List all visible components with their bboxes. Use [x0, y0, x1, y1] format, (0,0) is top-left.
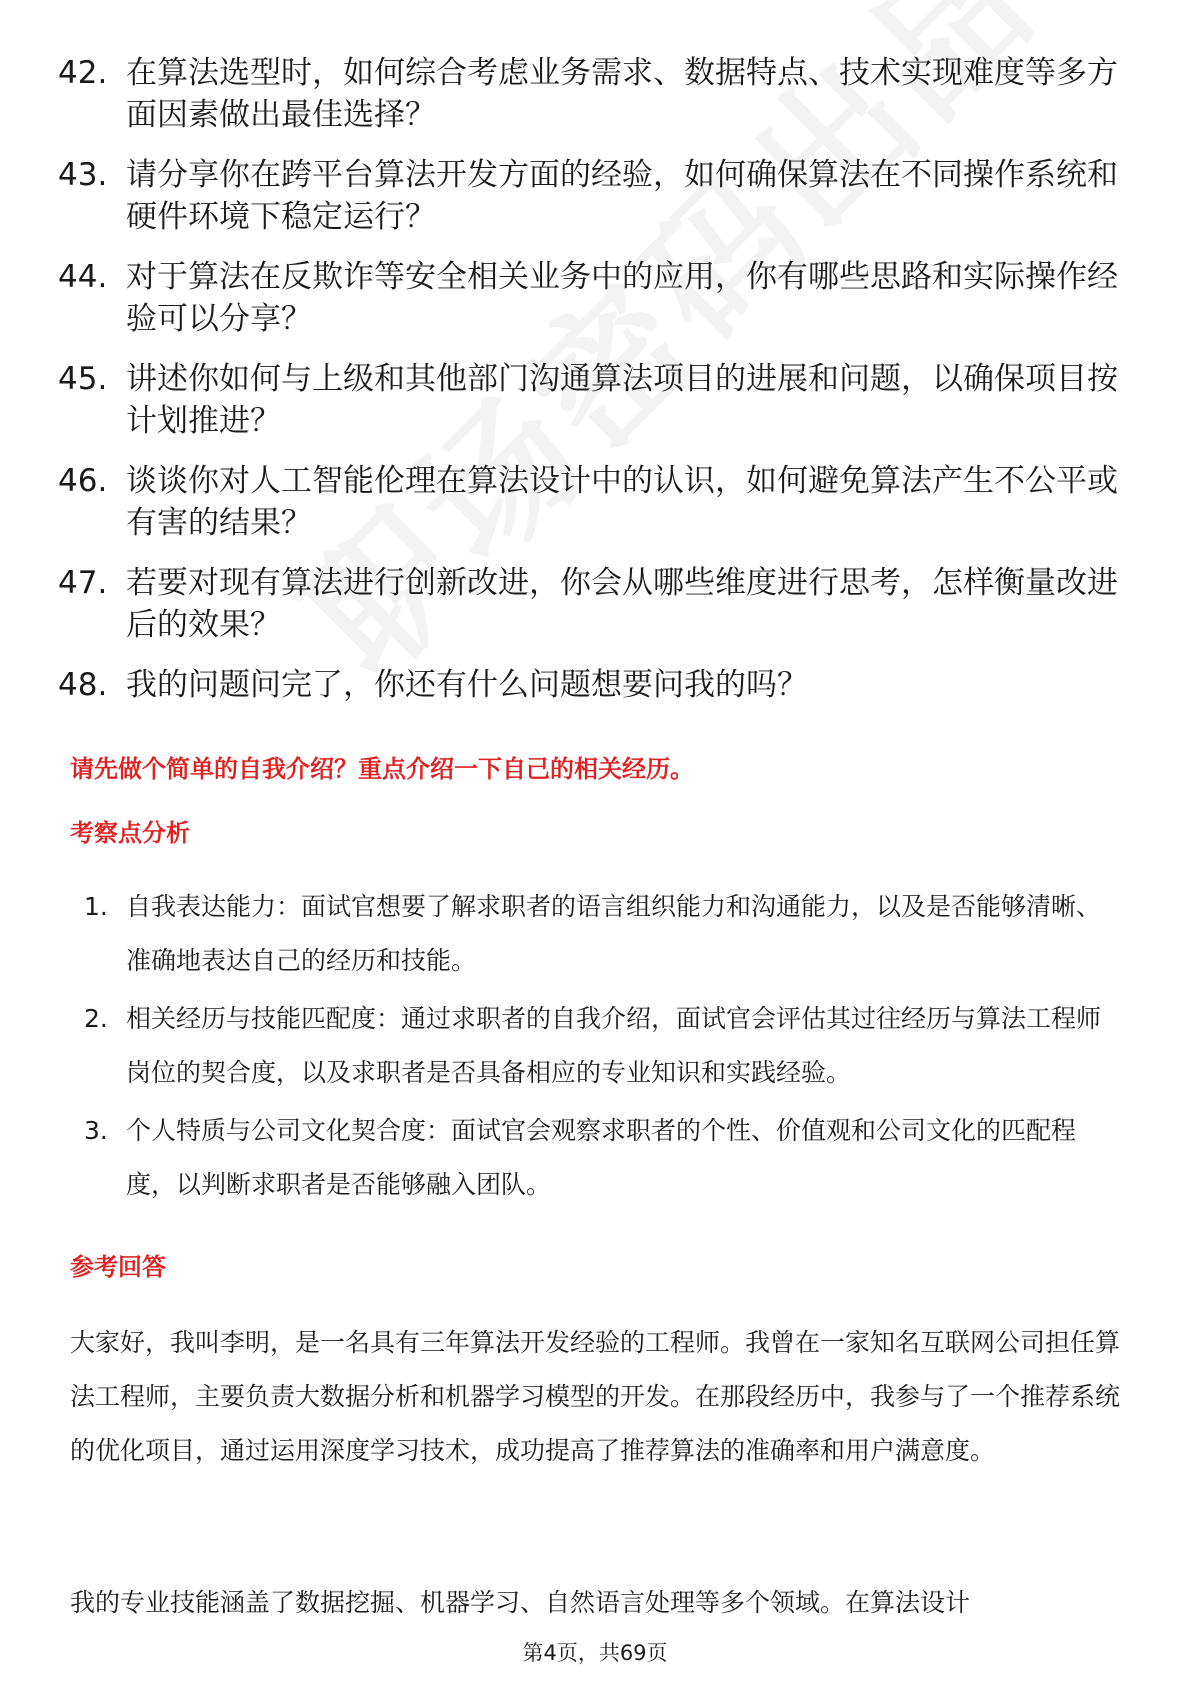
question-item: [58, 664, 1138, 706]
question-text: 谈谈你对人工智能伦理在算法设计中的认识，如何避免算法产生不公平或有害的结果？: [126, 463, 1118, 541]
question-number: 43.: [58, 157, 108, 193]
question-number: 45.: [58, 361, 108, 397]
question-number: 47.: [58, 565, 108, 601]
question-text: 我的问题问完了，你还有什么问题想要问我的吗？: [126, 667, 808, 703]
question-item: [58, 562, 1138, 646]
question-text: 对于算法在反欺诈等安全相关业务中的应用，你有哪些思路和实际操作经验可以分享？: [126, 259, 1118, 337]
answer-paragraph: 我的专业技能涵盖了数据挖掘、机器学习、自然语言处理等多个领域。在算法设计: [70, 1588, 971, 1617]
question-item: [58, 256, 1138, 340]
analysis-item-text: 相关经历与技能匹配度：通过求职者的自我介绍，面试官会评估其过往经历与算法工程师岗位的契合度，以及求职者是否具备相应的专业知识和实践经验。: [126, 1004, 1102, 1087]
question-item: [58, 154, 1138, 238]
analysis-item-number: 1.: [84, 892, 108, 921]
question-number: 48.: [58, 667, 108, 703]
answer-heading: 参考回答: [70, 1253, 166, 1281]
analysis-item-text: 个人特质与公司文化契合度：面试官会观察求职者的个性、价值观和公司文化的匹配程度，以判断求职者是否能够融入团队。: [126, 1116, 1077, 1199]
question-item: [58, 52, 1138, 136]
section-title: 请先做个简单的自我介绍？重点介绍一下自己的相关经历。: [70, 755, 694, 783]
question-item: [58, 460, 1138, 544]
question-number: 46.: [58, 463, 108, 499]
analysis-item: [84, 880, 1124, 988]
question-text: 请分享你在跨平台算法开发方面的经验，如何确保算法在不同操作系统和硬件环境下稳定运行？: [126, 157, 1118, 235]
question-text: 在算法选型时，如何综合考虑业务需求、数据特点、技术实现难度等多方面因素做出最佳选择？: [126, 55, 1118, 133]
analysis-list: [84, 880, 1124, 1216]
question-number: 42.: [58, 55, 108, 91]
analysis-item-text: 自我表达能力：面试官想要了解求职者的语言组织能力和沟通能力，以及是否能够清晰、准确地表达自己的经历和技能。: [126, 892, 1102, 975]
analysis-heading: 考察点分析: [70, 819, 190, 847]
page-footer: 第4页，共69页: [522, 1641, 668, 1665]
question-text: 讲述你如何与上级和其他部门沟通算法项目的进展和问题，以确保项目按计划推进？: [126, 361, 1118, 439]
answer-paragraph: 大家好，我叫李明，是一名具有三年算法开发经验的工程师。我曾在一家知名互联网公司担任算法工程师，主要负责大数据分析和机器学习模型的开发。在那段经历中，我参与了一个推荐系统的优化项目，通过运用深度学习技术，成功提高了推荐算法的准确率和用户满意度。: [70, 1328, 1121, 1465]
analysis-item-number: 2.: [84, 1004, 108, 1033]
analysis-item: [84, 1104, 1124, 1212]
analysis-item: [84, 992, 1124, 1100]
question-text: 若要对现有算法进行创新改进，你会从哪些维度进行思考，怎样衡量改进后的效果？: [126, 565, 1118, 643]
analysis-item-number: 3.: [84, 1116, 108, 1145]
question-list: [58, 52, 1138, 724]
question-item: [58, 358, 1138, 442]
question-number: 44.: [58, 259, 108, 295]
